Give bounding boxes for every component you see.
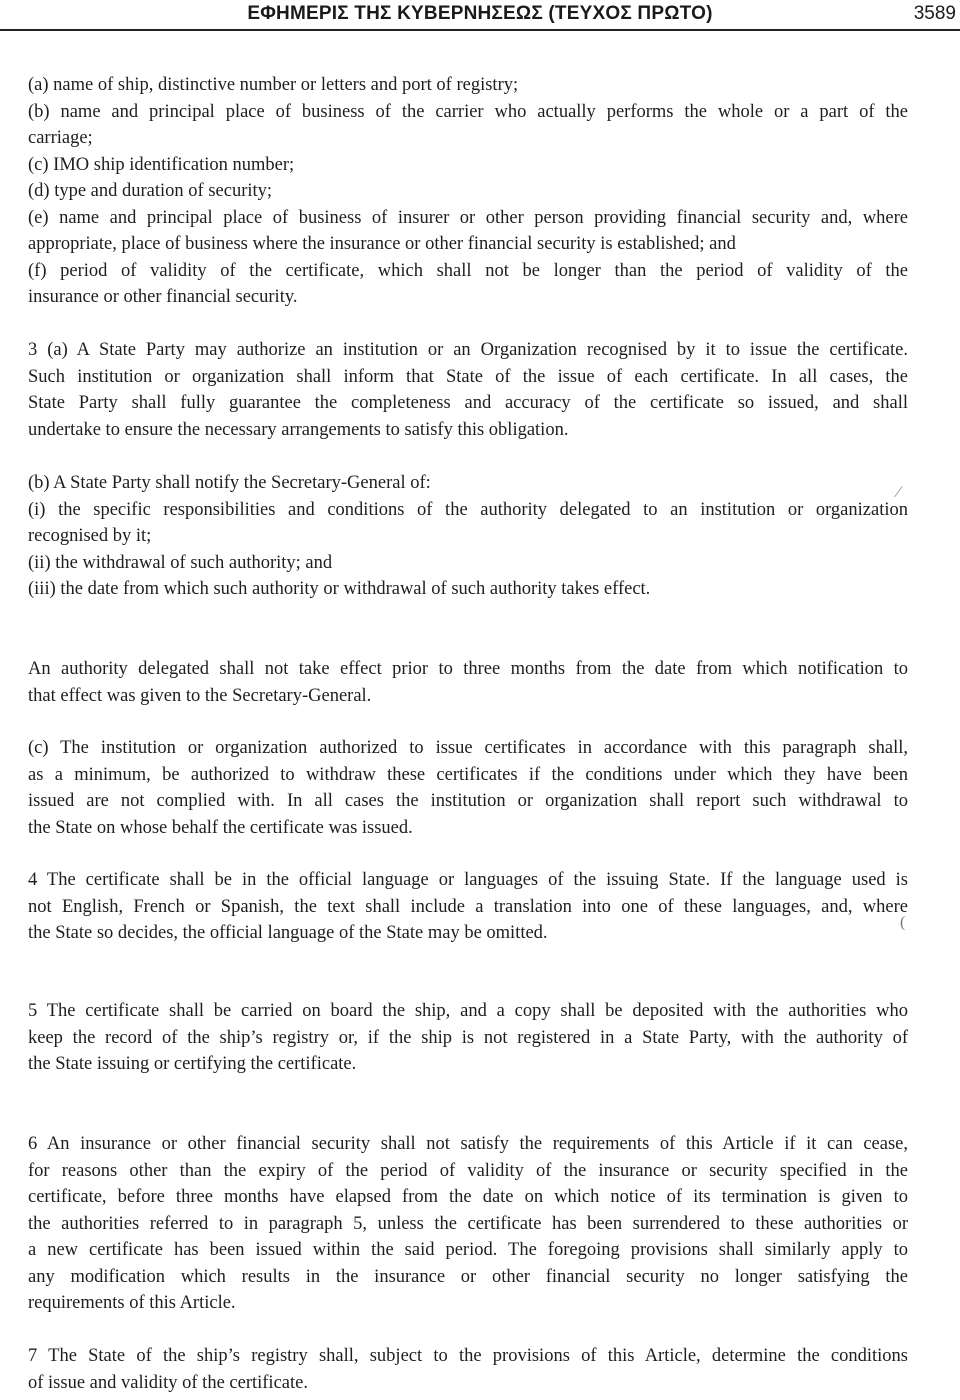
list-item: appropriate, place of business where the insurance or other financial security is established; and <box>28 234 736 254</box>
paragraph-line: (iii) the date from which such authority or withdrawal of such authority takes effect. <box>28 579 651 599</box>
paragraph-line: not English, French or Spanish, the text shall include a translation into one of these languages, and, where <box>28 896 908 917</box>
paragraph-line: (b) A State Party shall notify the Secretary-General of: <box>28 473 431 493</box>
list-item: (f) period of validity of the certificate, which shall not be longer than the period of validity of the <box>28 260 908 281</box>
page-header <box>0 0 960 31</box>
paragraph-line: keep the record of the ship’s registry or, if the ship is not registered in a State Party, with the authority of <box>28 1027 908 1048</box>
list-item: carriage; <box>28 128 93 148</box>
paragraph-line: the State issuing or certifying the certificate. <box>28 1054 357 1074</box>
paragraph-line: the State on whose behalf the certificate was issued. <box>28 817 413 838</box>
paragraph-7 <box>28 1343 908 1396</box>
paragraph-3a <box>28 337 908 443</box>
paragraph-line: 6 An insurance or other financial security shall not satisfy the requirements of this Article if it can cease, <box>28 1134 908 1154</box>
paragraph-line: (c) The institution or organization authorized to issue certificates in accordance with this paragraph shall, <box>28 738 908 758</box>
paragraph-line: recognised by it; <box>28 526 152 546</box>
paragraph-5 <box>28 998 908 1078</box>
paragraph-3c <box>28 735 908 841</box>
paragraph-line: of issue and validity of the certificate. <box>28 1372 308 1393</box>
paragraph-line: (i) the specific responsibilities and conditions of the authority delegated to an institution or organization <box>28 499 908 520</box>
paragraph-line: for reasons other than the expiry of the period of validity of the insurance or security specified in the <box>28 1160 908 1181</box>
certificate-items-list <box>28 72 908 311</box>
list-item: (e) name and principal place of business of insurer or other person providing financial security and, where <box>28 207 908 228</box>
scan-mark: ⁄ <box>897 484 900 501</box>
paragraph-line: requirements of this Article. <box>28 1293 236 1313</box>
list-item: (c) IMO ship identification number; <box>28 154 295 175</box>
paragraph-line: the authorities referred to in paragraph 5, unless the certificate has been surrendered to these authorities or <box>28 1213 908 1234</box>
page-number: 3589 <box>913 3 956 24</box>
scan-mark: ( <box>900 914 906 931</box>
paragraph-line: that effect was given to the Secretary-General. <box>28 685 372 706</box>
paragraph-line: undertake to ensure the necessary arrangements to satisfy this obligation. <box>28 419 569 440</box>
list-item: (d) type and duration of security; <box>28 181 273 201</box>
paragraph-line: State Party shall fully guarantee the completeness and accuracy of the certificate so issued, and shall <box>28 393 908 413</box>
paragraph-line: An authority delegated shall not take effect prior to three months from the date from which notification to <box>28 659 908 679</box>
paragraph-line: any modification which results in the insurance or other financial security no longer satisfying the <box>28 1266 908 1287</box>
paragraph-line: (ii) the withdrawal of such authority; and <box>28 552 333 573</box>
paragraph-line: Such institution or organization shall inform that State of the issue of each certificate. In all cases, the <box>28 366 908 387</box>
paragraph-line: 3 (a) A State Party may authorize an institution or an Organization recognised by it to issue the certificate. <box>28 340 908 360</box>
gazette-title: ΕΦΗΜΕΡΙΣ ΤΗΣ ΚΥΒΕΡΝΗΣΕΩΣ (ΤΕΥΧΟΣ ΠΡΩΤΟ) <box>247 3 713 24</box>
paragraph-line: 5 The certificate shall be carried on board the ship, and a copy shall be deposited with the authorities who <box>28 1001 908 1021</box>
list-item: (b) name and principal place of business of the carrier who actually performs the whole or a part of the <box>28 101 908 122</box>
paragraph-3b <box>28 470 908 603</box>
paragraph-line: certificate, before three months have elapsed from the date on which notice of its termination is given to <box>28 1187 908 1207</box>
paragraph-authority <box>28 656 908 709</box>
list-item: (a) name of ship, distinctive number or letters and port of registry; <box>28 75 519 95</box>
paragraph-6 <box>28 1131 908 1317</box>
paragraph-line: 4 The certificate shall be in the official language or languages of the issuing State. If the language used is <box>28 870 908 890</box>
paragraph-line: issued are not complied with. In all cases the institution or organization shall report such withdrawal to <box>28 791 908 811</box>
paragraph-4 <box>28 867 908 947</box>
list-item: insurance or other financial security. <box>28 287 298 307</box>
paragraph-line: 7 The State of the ship’s registry shall, subject to the provisions of this Article, determine the conditions <box>28 1346 908 1366</box>
paragraph-line: as a minimum, be authorized to withdraw these certificates if the conditions under which they have been <box>28 764 908 785</box>
paragraph-line: the State so decides, the official language of the State may be omitted. <box>28 923 548 943</box>
paragraph-line: a new certificate has been issued within the said period. The foregoing provisions shall similarly apply to <box>28 1240 908 1260</box>
